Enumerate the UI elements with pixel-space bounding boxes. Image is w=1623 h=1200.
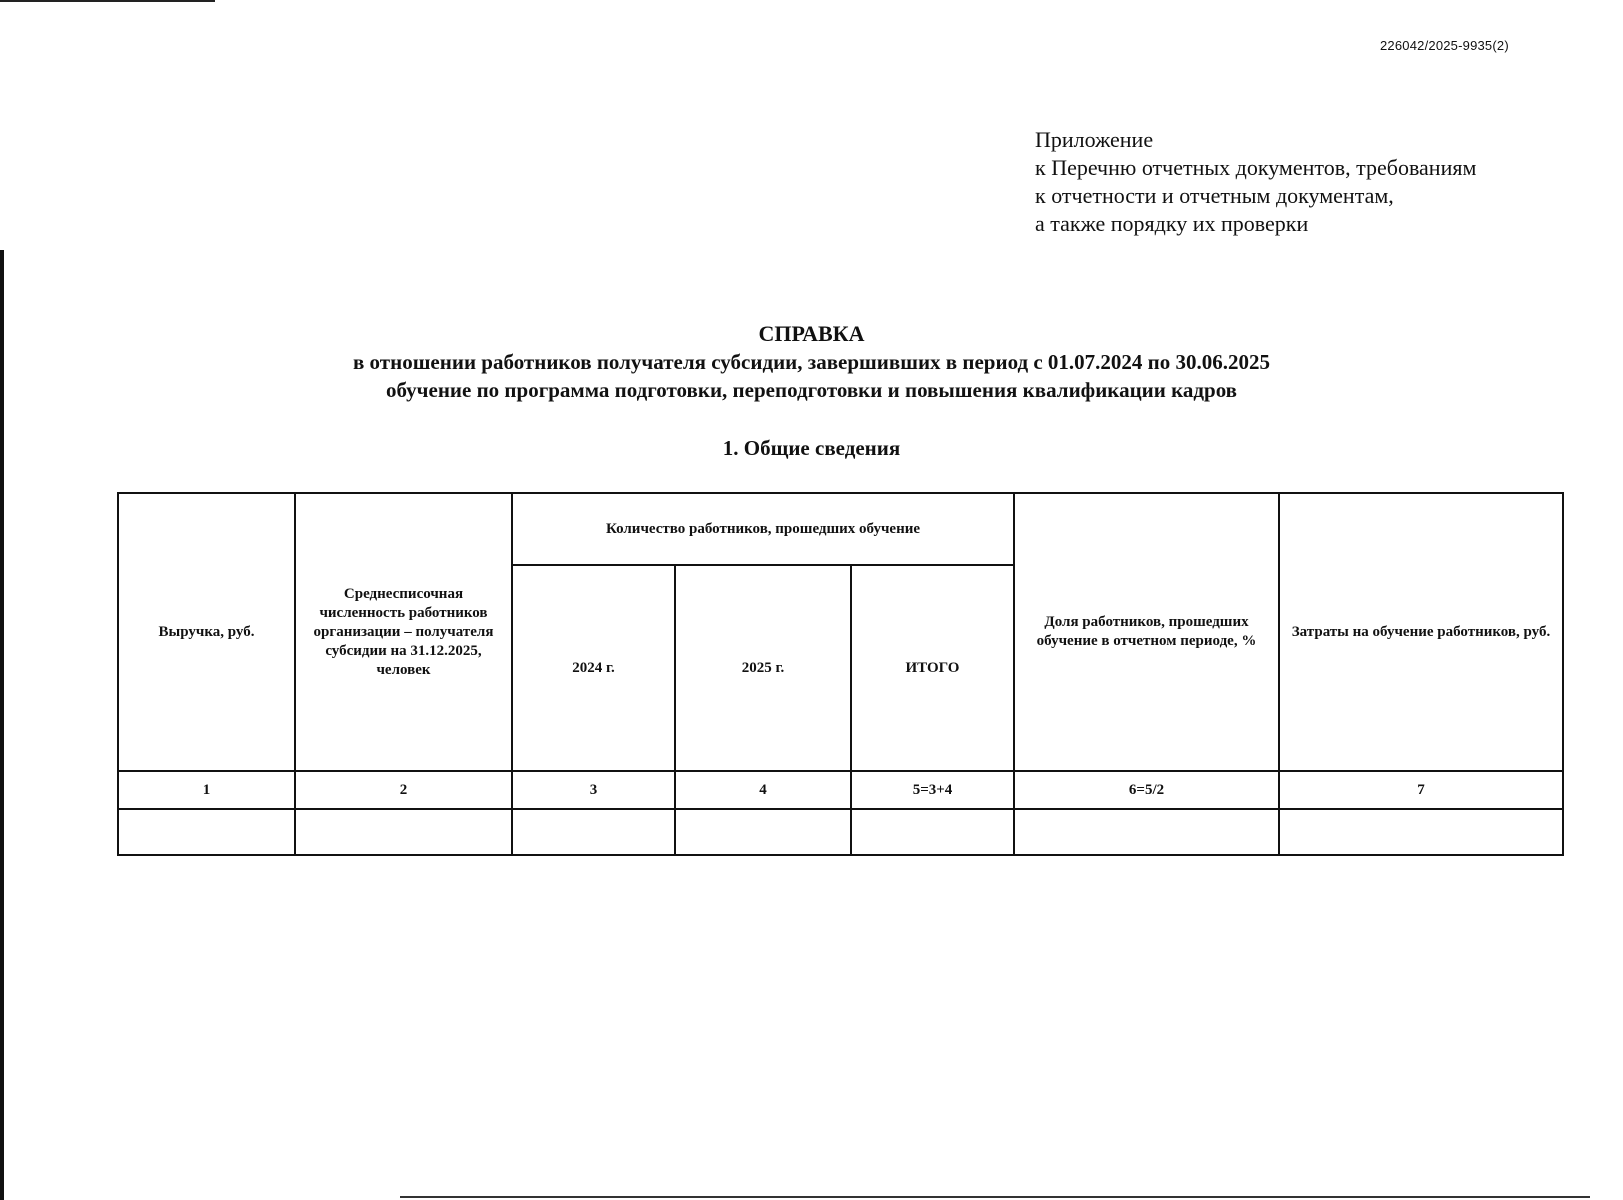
- table-cell: [675, 809, 851, 855]
- document-subtitle-line-1: в отношении работников получателя субсидии, завершивших в период с 01.07.2024 по 30.06.2025: [352, 350, 1271, 374]
- general-info-table: [117, 492, 1564, 856]
- header-year-2025: 2025 г.: [675, 565, 851, 771]
- header-trained-group: Количество работников, прошедших обучение: [512, 493, 1014, 565]
- appendix-line: Приложение: [1035, 127, 1154, 152]
- document-subtitle-line-2: обучение по программа подготовки, переподготовки и повышения квалификации кадров: [385, 378, 1238, 402]
- table-cell: [118, 809, 295, 855]
- header-total: ИТОГО: [851, 565, 1014, 771]
- table-cell: [512, 809, 675, 855]
- column-number: 4: [675, 771, 851, 809]
- header-revenue: Выручка, руб.: [118, 493, 295, 771]
- column-number: 3: [512, 771, 675, 809]
- table-row: [118, 809, 1563, 855]
- appendix-line: а также порядку их проверки: [1035, 211, 1309, 236]
- scan-edge-bottom: [400, 1196, 1590, 1198]
- column-number: 1: [118, 771, 295, 809]
- column-number: 6=5/2: [1014, 771, 1279, 809]
- scan-edge-top: [0, 0, 215, 2]
- appendix-line: к отчетности и отчетным документам,: [1035, 183, 1394, 208]
- column-numbers-row: [118, 771, 1563, 809]
- table-cell: [295, 809, 512, 855]
- document-number: 226042/2025-9935(2): [1380, 38, 1509, 53]
- column-number: 7: [1279, 771, 1563, 809]
- header-headcount: Среднесписочная численность работников организации – получателя субсидии на 31.12.2025, человек: [295, 493, 512, 771]
- header-costs: Затраты на обучение работников, руб.: [1279, 493, 1563, 771]
- table-cell: [851, 809, 1014, 855]
- section-heading: 1. Общие сведения: [722, 436, 901, 460]
- document-title: СПРАВКА: [758, 321, 865, 346]
- column-number: 2: [295, 771, 512, 809]
- table-cell: [1014, 809, 1279, 855]
- table-cell: [1279, 809, 1563, 855]
- header-share: Доля работников, прошедших обучение в отчетном периоде, %: [1014, 493, 1279, 771]
- header-year-2024: 2024 г.: [512, 565, 675, 771]
- title-block: [0, 320, 1623, 404]
- header-row-top: [118, 493, 1563, 565]
- appendix-block: [1035, 126, 1476, 238]
- column-number: 5=3+4: [851, 771, 1014, 809]
- appendix-line: к Перечню отчетных документов, требованиям: [1035, 155, 1477, 180]
